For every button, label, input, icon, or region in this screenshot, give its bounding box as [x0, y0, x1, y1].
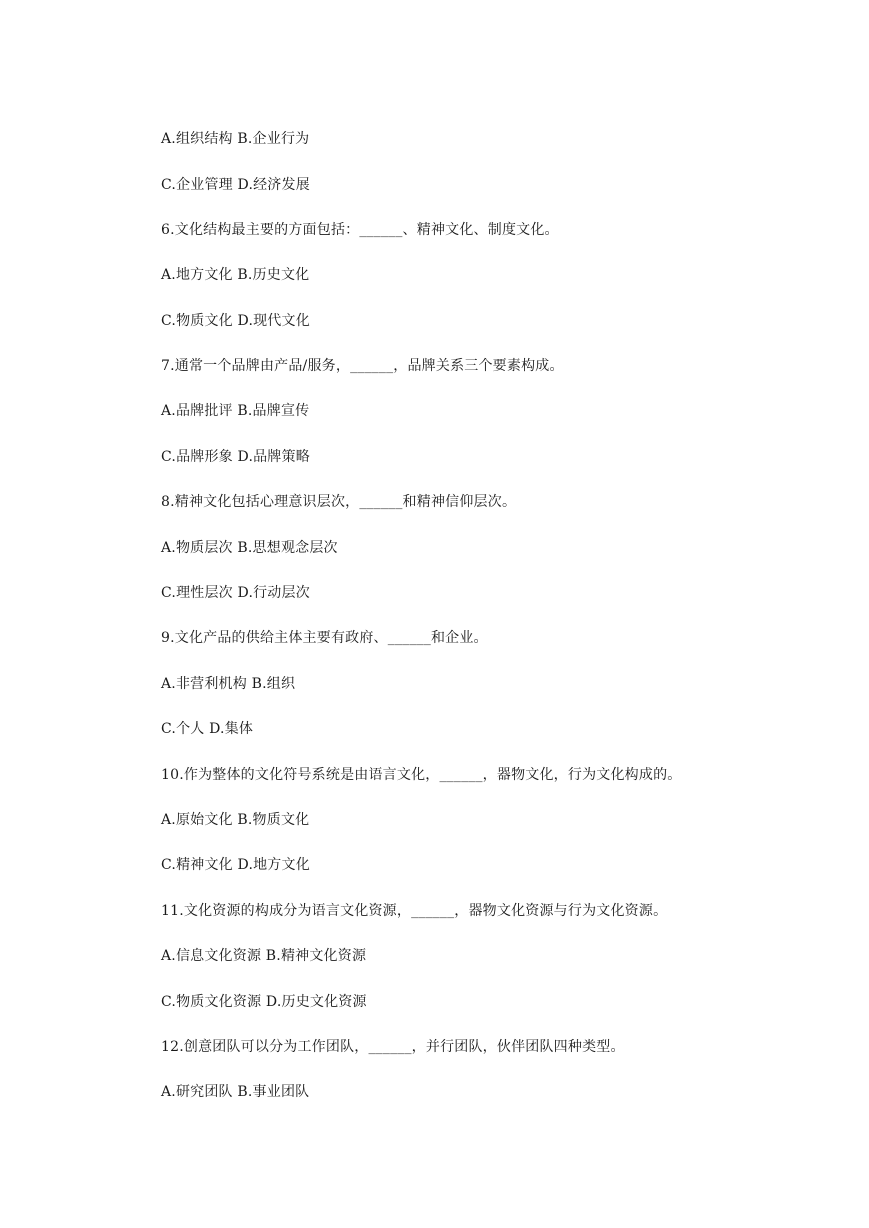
question-6: 6.文化结构最主要的方面包括：______、精神文化、制度文化。: [161, 222, 559, 238]
options-line-9-ab: A.非营利机构 B.组织: [161, 676, 296, 692]
options-line-7-ab: A.品牌批评 B.品牌宣传: [161, 403, 310, 419]
options-line-8-cd: C.理性层次 D.行动层次: [161, 585, 310, 601]
options-line-8-ab: A.物质层次 B.思想观念层次: [161, 540, 338, 556]
options-line-6-ab: A.地方文化 B.历史文化: [161, 267, 310, 283]
question-11: 11.文化资源的构成分为语言文化资源，______，器物文化资源与行为文化资源。: [161, 903, 668, 919]
options-line-11-cd: C.物质文化资源 D.历史文化资源: [161, 994, 367, 1010]
options-line-10-ab: A.原始文化 B.物质文化: [161, 812, 310, 828]
options-line-9-cd: C.个人 D.集体: [161, 721, 254, 737]
options-line-11-ab: A.信息文化资源 B.精神文化资源: [161, 948, 367, 964]
options-line-6-cd: C.物质文化 D.现代文化: [161, 313, 310, 329]
question-9: 9.文化产品的供给主体主要有政府、______和企业。: [161, 630, 488, 646]
options-line-5-ab: A.组织结构 B.企业行为: [161, 131, 310, 147]
options-line-7-cd: C.品牌形象 D.品牌策略: [161, 449, 310, 465]
options-line-10-cd: C.精神文化 D.地方文化: [161, 857, 310, 873]
options-line-12-ab: A.研究团队 B.事业团队: [161, 1084, 310, 1100]
question-12: 12.创意团队可以分为工作团队，______，并行团队，伙伴团队四种类型。: [161, 1039, 625, 1055]
question-10: 10.作为整体的文化符号系统是由语言文化，______，器物文化，行为文化构成的。: [161, 767, 682, 783]
question-8: 8.精神文化包括心理意识层次，______和精神信仰层次。: [161, 494, 517, 510]
options-line-5-cd: C.企业管理 D.经济发展: [161, 177, 310, 193]
question-7: 7.通常一个品牌由产品/服务，______，品牌关系三个要素构成。: [161, 358, 564, 374]
